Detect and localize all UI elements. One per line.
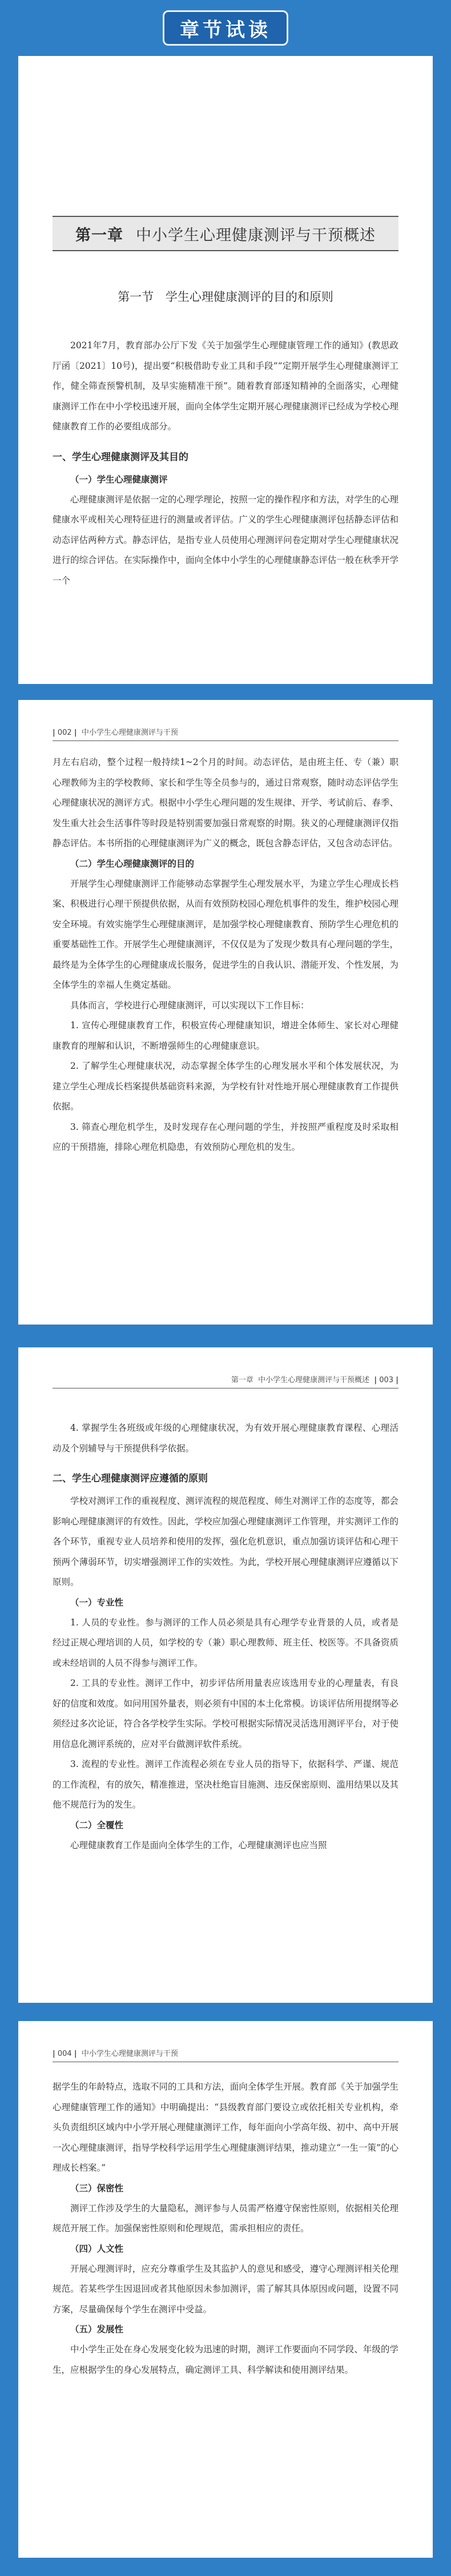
chapter-title-box	[53, 216, 398, 251]
paragraph: 开展学生心理健康测评工作能够动态掌握学生心理发展水平，为建立学生心理成长档案、积极进行心理干预提供依据，从而有效预防校园心理危机事件的发生，维护校园心理安全环境。有效实施学生心理健康测评，是加强学校心理健康教育、预防学生心理危机的重要基础性工作。开展学生心理健康测评，不仅仅是为了发现少数具有心理问题的学生，最终是为全体学生的心理健康成长服务，促进学生的自我认识、潜能开发、个性发展，为全体学生的幸福人生奠定基础。	[53, 878, 398, 990]
book-page-4	[18, 2021, 433, 2558]
running-header: | 004 | 中小学生心理健康测评与干预	[53, 2021, 398, 2062]
list-item: 2. 工具的专业性。测评工作中，初步评估所用量表应该选用专业的心理量表，有良好的信度和效度。如问用国外量表，则必须有中国的本土化常模。访谈评估所用提纲等必须经过多次论证，符合各学校学生实际。学校可根据实际情况灵活选用测评平台，对于使用信息化测评系统的，应对平台做测评软件系统。	[53, 1678, 398, 1749]
chapter-preview-banner	[163, 10, 288, 46]
running-header-title: 中小学生心理健康测评与干预	[81, 728, 178, 737]
banner-title: 章节试读	[180, 18, 271, 42]
heading-level-2: （一）专业性	[70, 1597, 124, 1608]
section-number: 第一节	[118, 290, 154, 304]
running-header-title: 中小学生心理健康测评与干预	[81, 2050, 178, 2058]
list-item: 4. 掌握学生各班级或年级的心理健康状况，为有效开展心理健康教育课程、心理活动及个别辅导与干预提供科学依据。	[53, 1423, 398, 1454]
running-header-chapter: 第一章	[231, 1376, 253, 1384]
page-number: 002	[57, 728, 72, 737]
paragraph: 开展心理测评时，应充分尊重学生及其监护人的意见和感受，遵守心理测评相关伦理规范。若某些学生因退回或者其他原因未参加测评，需了解其具体原因或问题，设置不同方案，尽量确保每个学生在测评中受益。	[53, 2263, 398, 2315]
book-page-3	[18, 1347, 433, 2003]
list-item: 2. 了解学生心理健康状况，动态掌握全体学生的心理发展水平和个体发展状况，为建立学生心理成长档案提供基础资料来源，为学校有针对性地开展心理健康教育工作提供依据。	[53, 1061, 398, 1112]
list-item: 3. 筛查心理危机学生，及时发现存在心理问题的学生，并按照严重程度及时采取相应的干预措施，排除心理危机隐患，有效预防心理危机的发生。	[53, 1121, 398, 1152]
section-title-text: 学生心理健康测评的目的和原则	[165, 290, 333, 304]
paragraph: 中小学生正处在身心发展变化较为迅速的时期，测评工作要面向不同学段、年级的学生，应根据学生的身心发展特点，确定测评工具、科学解读和使用测评结果。	[53, 2344, 398, 2375]
paragraph: 心理健康教育工作是面向全体学生的工作，心理健康测评也应当照	[70, 1840, 327, 1850]
paragraph: 据学生的年龄特点，选取不同的工具和方法，面向全体学生开展。教育部《关于加强学生心理健康管理工作的通知》中明确提出：“县级教育部门要设立或依托相关专业机构，牵头负责组织区域内中小学开展心理健康测评工作，每年面向小学高年级、初中、高中开展一次心理健康测评，指导学校科学运用学生心理健康测评结果，推动建立“一生一策”的心理成长档案。”	[53, 2082, 398, 2173]
list-item: 3. 流程的专业性。测评工作流程必须在专业人员的指导下，依据科学、严谨、规范的工作流程，有的放矢，精准推进，坚决杜绝盲目施测、违反保密原则、滥用结果以及其他不规范行为的发生。	[53, 1759, 398, 1810]
running-header-title: 中小学生心理健康测评与干预概述	[258, 1376, 370, 1384]
page-number: 003	[379, 1376, 394, 1384]
paragraph: 学校对测评工作的重视程度、测评流程的规范程度、师生对测评工作的态度等，都会影响心理健康测评的有效性。因此，学校应加强心理健康测评工作管理，并实测评工作的各个环节，重视专业人员培养和使用的发挥，强化危机意识，重点加强访谈评估和心理干预两个薄弱环节，切实增强测评工作的实效性。为此，学校开展心理健康测评应遵循以下原则。	[53, 1496, 398, 1587]
list-item: 1. 宣传心理健康教育工作，积极宣传心理健康知识，增进全体师生、家长对心理健康教育的理解和认识，不断增强师生的心理健康意识。	[53, 1020, 398, 1051]
paragraph: 测评工作涉及学生的大量隐私，测评参与人员需严格遵守保密性原则，依据相关伦理规范开展工作。加强保密性原则和伦理规范，需承担相应的责任。	[53, 2203, 398, 2233]
chapter-number: 第一章	[75, 226, 123, 244]
page-number: 004	[57, 2050, 72, 2058]
paragraph: 具体而言，学校进行心理健康测评，可以实现以下工作目标：	[70, 1000, 309, 1011]
paragraph: 心理健康测评是依据一定的心理学理论，按照一定的操作程序和方法，对学生的心理健康水平或相关心理特征进行的测量或者评估。广义的学生心理健康测评包括静态评估和动态评估两种方式。静态评估，是指专业人员使用心理测评问卷定期对学生心理健康状况进行的综合评估。在实际操作中，面向全体中小学生的心理健康静态评估一般在秋季开学一个	[53, 494, 398, 586]
book-page-2	[18, 700, 433, 1325]
heading-level-1: 一、学生心理健康测评及其目的	[53, 451, 188, 463]
running-header: | 002 | 中小学生心理健康测评与干预	[53, 700, 398, 741]
heading-level-2: （四）人文性	[70, 2243, 124, 2254]
section-title	[53, 288, 398, 305]
heading-level-2: （二）全覆性	[70, 1820, 124, 1830]
paragraph: 2021年7月，教育部办公厅下发《关于加强学生心理健康管理工作的通知》(教思政厅函〔2021〕10号)，提出要“积极借助专业工具和手段”“定期开展学生心理健康测评工作，健全筛查预警机制，及早实施精准干预”。随着教育部逐知精神的全面落实，心理健康测评工作在中小学校迅速开展，面向全体学生定期开展心理健康测评已经成为学校心理健康教育工作的必要组成部分。	[53, 340, 398, 432]
book-page-1	[18, 56, 433, 684]
list-item: 1. 人员的专业性。参与测评的工作人员必须是具有心理学专业背景的人员，或者是经过正规心理培训的人员，如学校的专（兼）职心理教师、班主任、校医等。不具备资质或未经培训的人员不得参与测评工作。	[53, 1617, 398, 1668]
heading-level-2: （二）学生心理健康测评的目的	[70, 858, 195, 869]
heading-level-2: （三）保密性	[70, 2183, 124, 2193]
running-header: 第一章 中小学生心理健康测评与干预概述 | 003 |	[53, 1347, 398, 1388]
chapter-title: 中小学生心理健康测评与干预概述	[136, 226, 376, 244]
heading-level-2: （五）发展性	[70, 2324, 124, 2334]
paragraph: 月左右启动，整个过程一般持续1~2个月的时间。动态评估，是由班主任、专（兼）职心理教师为主的学校教师、家长和学生等全员参与的，通过日常观察，随时动态评估学生心理健康状况的测评方式。根据中小学生心理问题的发生规律、开学、考试前后、春季、发生重大社会生活事件等时段是特别需要加强日常观察的时期。狭义的心理健康测评仅指静态评估。本书所指的心理健康测评为广义的概念，既包含静态评估，又包含动态评估。	[53, 757, 398, 848]
heading-level-2: （一）学生心理健康测评	[70, 474, 168, 485]
heading-level-1: 二、学生心理健康测评应遵循的原则	[53, 1473, 208, 1484]
